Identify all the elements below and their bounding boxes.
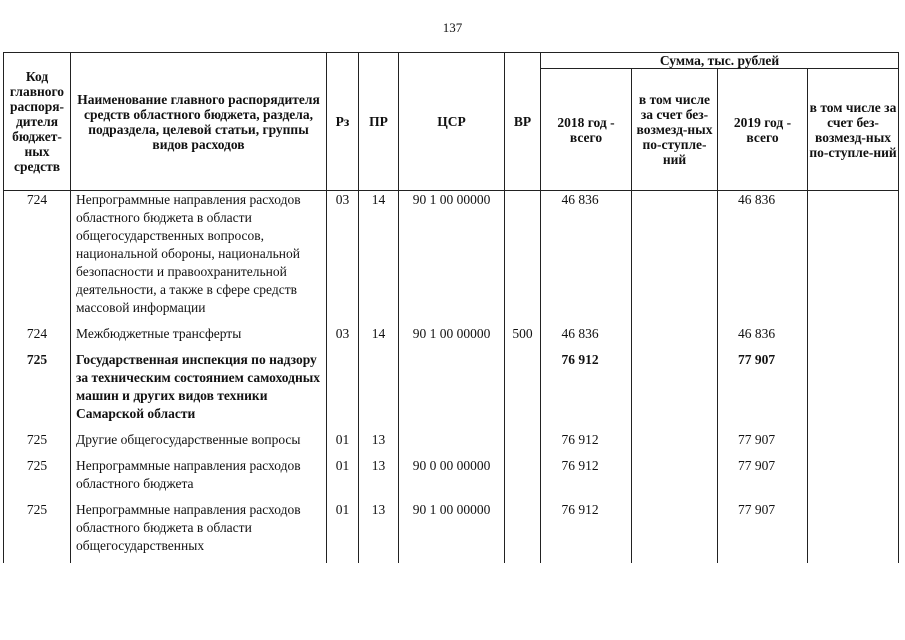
cell-2019-free bbox=[808, 351, 899, 431]
cell-2018-free bbox=[632, 431, 718, 457]
cell-2018-free bbox=[632, 457, 718, 501]
cell-rz: 01 bbox=[327, 457, 359, 501]
cell-2019-total: 77 907 bbox=[718, 351, 808, 431]
cell-code: 724 bbox=[4, 191, 71, 326]
header-name: Наименование главного распорядителя средств областного бюджета, раздела, подраздела, целевой статьи, группы видов расходов bbox=[71, 53, 327, 191]
header-2018-free: в том числе за счет без-возмезд-ных по-ступле-ний bbox=[632, 69, 718, 191]
cell-csr: 90 1 00 00000 bbox=[399, 325, 505, 351]
cell-rz: 03 bbox=[327, 325, 359, 351]
header-code: Код главного распоря-дителя бюджет-ных средств bbox=[4, 53, 71, 191]
cell-pr: 13 bbox=[359, 431, 399, 457]
cell-pr: 13 bbox=[359, 457, 399, 501]
cell-pr: 13 bbox=[359, 501, 399, 563]
cell-code: 725 bbox=[4, 457, 71, 501]
cell-name: Государственная инспекция по надзору за техническим состоянием самоходных машин и других видов техники Самарской области bbox=[71, 351, 327, 431]
table-header bbox=[4, 53, 899, 191]
table-row bbox=[4, 501, 899, 563]
cell-csr bbox=[399, 431, 505, 457]
cell-2019-total: 46 836 bbox=[718, 191, 808, 326]
cell-2018-total: 76 912 bbox=[541, 501, 632, 563]
cell-rz: 03 bbox=[327, 191, 359, 326]
cell-2019-total: 46 836 bbox=[718, 325, 808, 351]
cell-vr bbox=[505, 501, 541, 563]
cell-vr bbox=[505, 191, 541, 326]
cell-2018-free bbox=[632, 501, 718, 563]
budget-table bbox=[3, 52, 899, 563]
cell-code: 725 bbox=[4, 501, 71, 563]
table-row bbox=[4, 431, 899, 457]
cell-name: Непрограммные направления расходов областного бюджета в области общегосударственных bbox=[71, 501, 327, 563]
table-row bbox=[4, 191, 899, 326]
cell-2018-total: 76 912 bbox=[541, 457, 632, 501]
cell-rz bbox=[327, 351, 359, 431]
cell-code: 725 bbox=[4, 351, 71, 431]
table-body bbox=[4, 191, 899, 564]
table-row bbox=[4, 351, 899, 431]
cell-code: 725 bbox=[4, 431, 71, 457]
cell-vr bbox=[505, 457, 541, 501]
cell-rz: 01 bbox=[327, 431, 359, 457]
cell-2018-free bbox=[632, 325, 718, 351]
header-2019-total: 2019 год - всего bbox=[718, 69, 808, 191]
cell-2018-total: 46 836 bbox=[541, 191, 632, 326]
header-sum-group: Сумма, тыс. рублей bbox=[541, 53, 899, 69]
header-pr: ПР bbox=[359, 53, 399, 191]
cell-pr: 14 bbox=[359, 325, 399, 351]
cell-pr bbox=[359, 351, 399, 431]
header-2019-free: в том числе за счет без-возмезд-ных по-ступле-ний bbox=[808, 69, 899, 191]
cell-vr: 500 bbox=[505, 325, 541, 351]
cell-vr bbox=[505, 431, 541, 457]
table-row bbox=[4, 457, 899, 501]
page-number: 137 bbox=[442, 20, 463, 35]
cell-2019-free bbox=[808, 501, 899, 563]
cell-vr bbox=[505, 351, 541, 431]
table-row bbox=[4, 325, 899, 351]
cell-name: Межбюджетные трансферты bbox=[71, 325, 327, 351]
header-csr: ЦСР bbox=[399, 53, 505, 191]
cell-pr: 14 bbox=[359, 191, 399, 326]
header-2018-total: 2018 год - всего bbox=[541, 69, 632, 191]
cell-2019-free bbox=[808, 325, 899, 351]
cell-2018-free bbox=[632, 191, 718, 326]
cell-csr: 90 0 00 00000 bbox=[399, 457, 505, 501]
cell-2018-free bbox=[632, 351, 718, 431]
header-rz: Рз bbox=[327, 53, 359, 191]
cell-2019-total: 77 907 bbox=[718, 431, 808, 457]
cell-csr: 90 1 00 00000 bbox=[399, 501, 505, 563]
cell-rz: 01 bbox=[327, 501, 359, 563]
cell-name: Непрограммные направления расходов областного бюджета bbox=[71, 457, 327, 501]
header-vr: ВР bbox=[505, 53, 541, 191]
cell-csr bbox=[399, 351, 505, 431]
cell-code: 724 bbox=[4, 325, 71, 351]
cell-2019-total: 77 907 bbox=[718, 501, 808, 563]
cell-2019-free bbox=[808, 191, 899, 326]
cell-2018-total: 46 836 bbox=[541, 325, 632, 351]
cell-2019-free bbox=[808, 431, 899, 457]
cell-name: Другие общегосударственные вопросы bbox=[71, 431, 327, 457]
cell-2018-total: 76 912 bbox=[541, 431, 632, 457]
cell-csr: 90 1 00 00000 bbox=[399, 191, 505, 326]
cell-2018-total: 76 912 bbox=[541, 351, 632, 431]
cell-2019-total: 77 907 bbox=[718, 457, 808, 501]
cell-2019-free bbox=[808, 457, 899, 501]
cell-name: Непрограммные направления расходов областного бюджета в области общегосударственных вопросов, национальной обороны, национальной безопасности и правоохранительной деятельности, а также в сфере средств массовой информации bbox=[71, 191, 327, 326]
